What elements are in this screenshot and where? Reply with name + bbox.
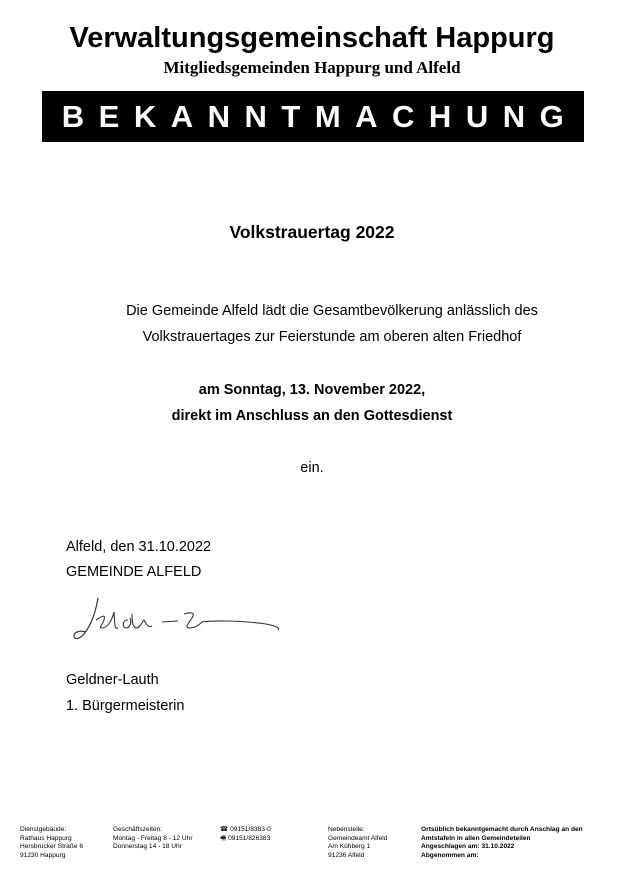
- notice-heading: Volkstrauertag 2022: [229, 222, 395, 242]
- signatory-role: 1. Bürgermeisterin: [66, 698, 185, 714]
- date-line-1: am Sonntag, 13. November 2022,: [198, 382, 426, 398]
- signatory-name: Geldner-Lauth: [66, 672, 159, 688]
- footer-posting-line: Amtstafeln in allen Gemeindeteilen: [421, 834, 531, 842]
- footer-posting-line: Abgenommen am:: [421, 851, 479, 859]
- footer-branch-label: Nebenstelle:: [328, 826, 365, 833]
- place-date: Alfeld, den 31.10.2022: [66, 539, 212, 555]
- footer-phone: 09151/8383-0: [230, 826, 271, 833]
- footer-fax: 09151/826383: [228, 834, 271, 842]
- fax-icon: 🖷: [220, 834, 227, 842]
- footer-hours: [113, 826, 193, 852]
- footer-contact: [220, 826, 271, 843]
- footer-office: [20, 826, 83, 860]
- footer-office-line: Hersbrucker Straße 6: [20, 843, 84, 850]
- footer-office-line: 91230 Happurg: [20, 851, 66, 859]
- footer-branch: [328, 826, 387, 860]
- handwritten-signature: [66, 590, 286, 646]
- intro-line-1: Die Gemeinde Alfeld lädt die Gesamtbevölkerung anlässlich des: [126, 303, 538, 319]
- intro-line-2: Volkstrauertages zur Feierstunde am oberen alten Friedhof: [142, 329, 522, 345]
- announcement-banner: BEKANNTMACHUNG: [42, 91, 584, 142]
- footer-posting-line: Ortsüblich bekanntgemacht durch Anschlag an den: [421, 826, 583, 833]
- footer-hours-label: Geschäftszeiten:: [113, 826, 163, 833]
- footer-posting-line: Angeschlagen am: 31.10.2022: [421, 843, 515, 850]
- phone-icon: ☎: [220, 826, 229, 833]
- organization-subtitle: Mitgliedsgemeinden Happurg und Alfeld: [163, 58, 461, 77]
- municipality-name: GEMEINDE ALFELD: [66, 564, 202, 580]
- footer-hours-line: Montag - Freitag 8 - 12 Uhr: [113, 834, 193, 842]
- footer-branch-line: Am Kühberg 1: [328, 843, 371, 850]
- footer-posting: [421, 826, 583, 860]
- footer-branch-line: Gemeindeamt Alfeld: [328, 834, 388, 842]
- footer-branch-line: 91236 Alfeld: [328, 851, 365, 859]
- footer-hours-line: Donnerstag 14 - 18 Uhr: [113, 843, 182, 850]
- footer-office-line: Rathaus Happurg: [20, 834, 72, 842]
- organization-title: Verwaltungsgemeinschaft Happurg: [69, 22, 555, 54]
- footer-office-label: Dienstgebäude:: [20, 826, 67, 833]
- date-line-2: direkt im Anschluss an den Gottesdienst: [171, 408, 453, 424]
- closing-word: ein.: [300, 460, 324, 476]
